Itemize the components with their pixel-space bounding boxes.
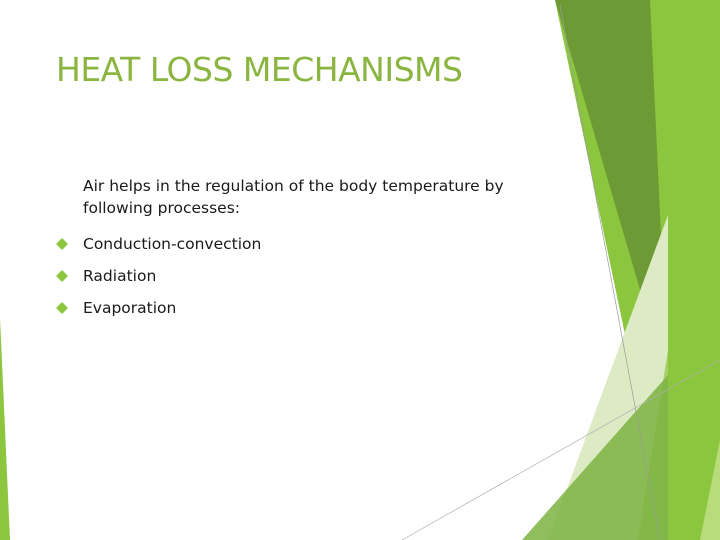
bullet-label: Evaporation bbox=[83, 299, 177, 317]
list-item bbox=[56, 228, 576, 260]
list-item bbox=[56, 260, 576, 292]
diamond-bullet-icon bbox=[56, 302, 68, 314]
bullet-label: Radiation bbox=[83, 267, 157, 285]
slide-body bbox=[56, 175, 576, 324]
slide-title: HEAT LOSS MECHANISMS bbox=[56, 50, 463, 89]
diamond-bullet-icon bbox=[56, 238, 68, 250]
diamond-bullet-icon bbox=[56, 270, 68, 282]
list-item bbox=[56, 292, 576, 324]
bullet-list bbox=[56, 228, 576, 324]
left-edge-sliver bbox=[0, 318, 10, 540]
bullet-label: Conduction-convection bbox=[83, 235, 262, 253]
intro-text: Air helps in the regulation of the body temperature by following processes: bbox=[83, 177, 504, 217]
